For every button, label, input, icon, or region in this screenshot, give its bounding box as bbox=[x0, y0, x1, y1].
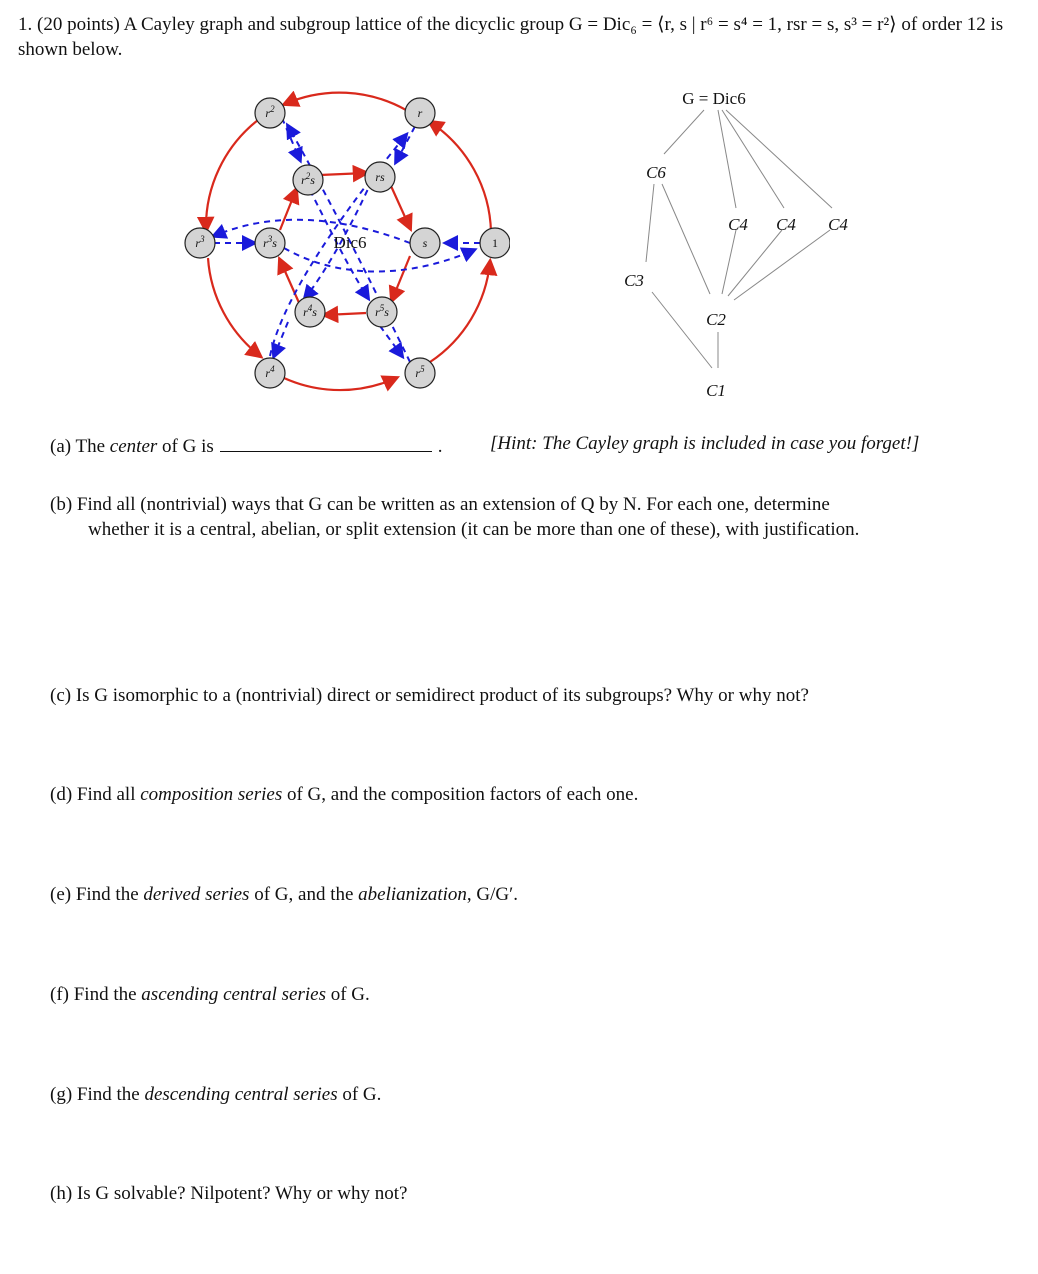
svg-text:r4: $r^4$ bbox=[265, 364, 275, 380]
svg-text:s: s bbox=[422, 236, 428, 250]
hint-a: [Hint: The Cayley graph is included in case you forget!] bbox=[490, 433, 920, 454]
problem-line2: of order 12 is shown below. bbox=[18, 14, 1004, 60]
lattice-edges bbox=[646, 110, 832, 368]
svg-text:r3s: $r^3s$ bbox=[263, 234, 277, 250]
svg-text:r5s: $r^5s$ bbox=[375, 303, 389, 319]
question-c: (c) Is G isomorphic to a (nontrivial) direct or semidirect product of its subgroups? Why or why not? bbox=[50, 685, 809, 706]
subgroup-lattice bbox=[600, 80, 860, 410]
svg-text:r: r bbox=[417, 106, 423, 120]
question-a: (a) The center of G is . bbox=[50, 433, 443, 459]
problem-statement bbox=[18, 12, 1018, 62]
svg-text:1: 1 bbox=[492, 236, 498, 250]
svg-text:r3: $r^3$ bbox=[195, 234, 205, 250]
cayley-center-label: Dic6 bbox=[333, 233, 367, 252]
lattice-c4-3: C4 bbox=[828, 215, 848, 234]
lattice-c4-2: C4 bbox=[776, 215, 796, 234]
question-h: (h) Is G solvable? Nilpotent? Why or why not? bbox=[50, 1183, 408, 1204]
lattice-c1: C1 bbox=[706, 381, 726, 400]
svg-text:r5: $r^5$ bbox=[415, 364, 425, 380]
lattice-top: G = Dic6 bbox=[682, 89, 746, 108]
lattice-c4-1: C4 bbox=[728, 215, 748, 234]
group-definition: G = Dic₆ = ⟨r, s | r⁶ = s⁴ = 1, rsr = s, s³ = r²⟩ bbox=[568, 14, 897, 35]
svg-text:rs: rs bbox=[375, 170, 385, 184]
question-b: (b) Find all (nontrivial) ways that G can be written as an extension of Q by N. For each one, determine whether it is a central, abelian, or split extension (it can be more than one of these), with justification. bbox=[50, 494, 860, 540]
svg-text:r4s: $r^4s$ bbox=[303, 303, 317, 319]
svg-text:r2s: $r^2s$ bbox=[301, 171, 315, 187]
question-f: (f) Find the ascending central series of G. bbox=[50, 984, 370, 1005]
lattice-c6: C6 bbox=[646, 163, 666, 182]
problem-line1: A Cayley graph and subgroup lattice of the dicyclic group bbox=[123, 14, 565, 35]
svg-text:r2: $r^2$ bbox=[265, 104, 275, 120]
problem-points: (20 points) bbox=[37, 14, 120, 35]
answer-blank-a[interactable] bbox=[220, 433, 432, 452]
question-g: (g) Find the descending central series of G. bbox=[50, 1084, 382, 1105]
lattice-c2: C2 bbox=[706, 310, 726, 329]
cayley-graph bbox=[170, 80, 510, 410]
question-d: (d) Find all composition series of G, and the composition factors of each one. bbox=[50, 784, 639, 805]
problem-number: 1. bbox=[18, 14, 33, 35]
question-e: (e) Find the derived series of G, and the abelianization, G/G′. bbox=[50, 884, 519, 905]
lattice-c3: C3 bbox=[624, 271, 644, 290]
